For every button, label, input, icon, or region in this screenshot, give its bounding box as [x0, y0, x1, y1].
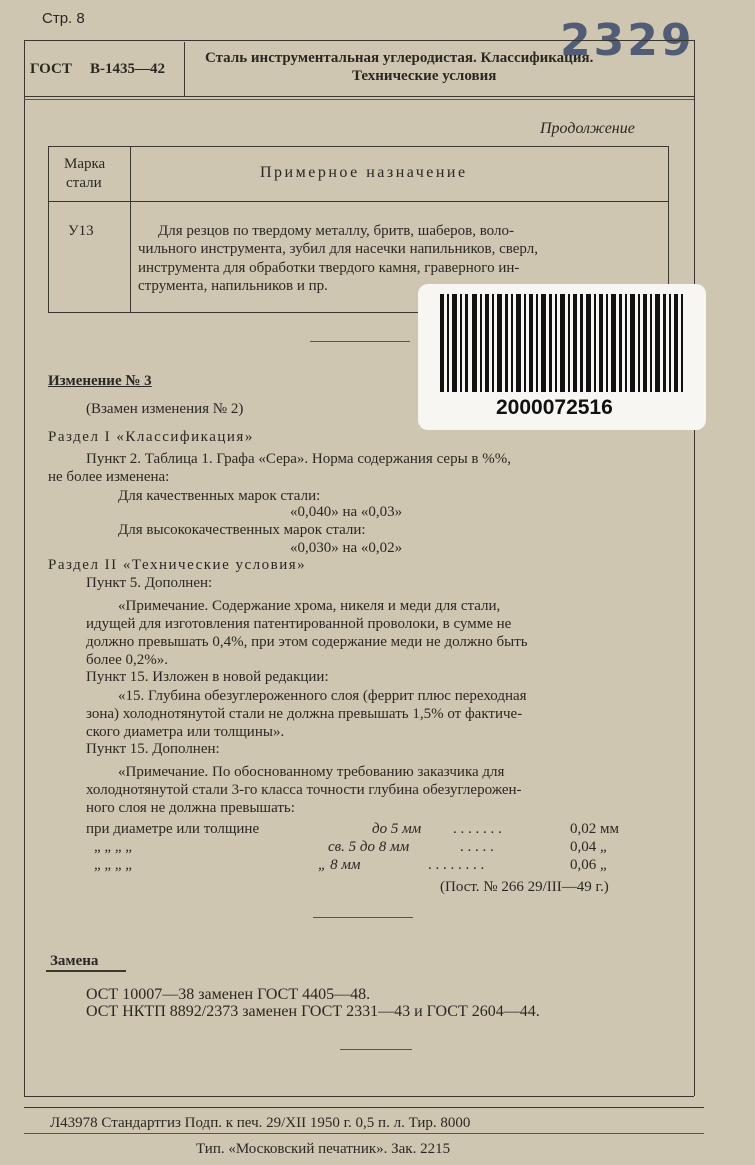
quality-label: Для качественных марок стали: — [118, 488, 321, 504]
table-col1-header-line2: стали — [66, 175, 102, 191]
inventory-stamp: 2329 — [560, 15, 695, 66]
change-title: Изменение № 3 — [48, 373, 152, 389]
depth-row-2-dots: . . . . . — [460, 839, 494, 855]
section2-title: Раздел II «Технические условия» — [48, 557, 307, 573]
depth-row-3-range: „ 8 мм — [318, 857, 361, 873]
p15-line2: зона) холоднотянутой стали не должна превышать 1,5% от фактиче- — [86, 706, 523, 722]
decree-line: (Пост. № 266 29/III—49 г.) — [440, 879, 609, 895]
note1-line1: «Примечание. Содержание хрома, никеля и меди для стали, — [118, 598, 501, 614]
change-replaces: (Взамен изменения № 2) — [86, 401, 244, 417]
table-row-text-2: чильного инструмента, зубил для насечки напильников, сверл, — [138, 241, 538, 257]
header-title-line1: Сталь инструментальная углеродистая. Классификация. — [205, 50, 594, 66]
barcode-sticker — [418, 284, 706, 430]
table-row-text-4: струмента, напильников и пр. — [138, 278, 328, 294]
header-code: ГОСТ — [30, 61, 72, 77]
header-divider — [184, 42, 185, 96]
replacement-title: Замена — [50, 953, 99, 969]
p15-title: Пункт 15. Изложен в новой редакции: — [86, 669, 329, 685]
continuation-label: Продолжение — [540, 120, 635, 137]
high-quality-change: «0,030» на «0,02» — [290, 540, 403, 556]
replacement-line2: ОСТ НКТП 8892/2373 заменен ГОСТ 2331—43 и ГОСТ 2604—44. — [86, 1003, 540, 1020]
table-col-divider — [130, 146, 131, 312]
replacement-title-underline — [46, 970, 126, 972]
table-row-text-1: Для резцов по твердому металлу, бритв, шаберов, воло- — [158, 223, 514, 239]
note1-line3: должно превышать 0,4%, при этом содержание меди не должно быть — [86, 634, 528, 650]
depth-row-1-range: до 5 мм — [372, 821, 422, 837]
p15-line1: «15. Глубина обезуглероженного слоя (феррит плюс переходная — [118, 688, 527, 704]
note2-line1: «Примечание. По обоснованному требованию заказчика для — [118, 764, 505, 780]
header-secondary-rule — [24, 99, 694, 100]
table-col2-header: Примерное назначение — [260, 164, 468, 181]
header-bottom-rule — [24, 96, 694, 97]
note1-line2: идущей для изготовления патентированной проволоки, в сумме не — [86, 616, 512, 632]
p15-add-title: Пункт 15. Дополнен: — [86, 741, 220, 757]
separator-2 — [313, 917, 413, 918]
header-title-line2: Технические условия — [352, 68, 497, 84]
header-number: В-1435—42 — [90, 61, 165, 77]
p2-line1: Пункт 2. Таблица 1. Графа «Сера». Норма содержания серы в %%, — [86, 451, 511, 467]
barcode-number: 2000072516 — [496, 396, 613, 419]
depth-row-3-value: 0,06 „ — [570, 857, 607, 873]
footer-rule-3 — [24, 1133, 704, 1134]
frame-left — [24, 40, 25, 1096]
depth-row-3-label: „ „ „ „ — [94, 857, 132, 873]
depth-row-1-dots: . . . . . . . — [453, 821, 502, 837]
separator-1 — [310, 341, 410, 342]
note2-line2: холоднотянутой стали 3-го класса точности глубина обезуглерожен- — [86, 782, 522, 798]
footer-line1: Л43978 Стандартгиз Подп. к печ. 29/XII 1950 г. 0,5 п. л. Тир. 8000 — [50, 1115, 471, 1131]
depth-row-2-value: 0,04 „ — [570, 839, 607, 855]
p15-line3: ского диаметра или толщины». — [86, 724, 285, 740]
depth-row-1-label: при диаметре или толщине — [86, 821, 260, 837]
footer-rule-2 — [24, 1107, 704, 1108]
table-header-rule — [48, 201, 668, 202]
depth-row-2-label: „ „ „ „ — [94, 839, 132, 855]
table-col1-header-line1: Марка — [64, 156, 106, 172]
frame-right — [694, 40, 695, 1096]
quality-change: «0,040» на «0,03» — [290, 504, 403, 520]
note1-line4: более 0,2%». — [86, 652, 168, 668]
separator-3 — [340, 1049, 412, 1050]
depth-row-1-value: 0,02 мм — [570, 821, 619, 837]
p5-title: Пункт 5. Дополнен: — [86, 575, 213, 591]
section1-title: Раздел I «Классификация» — [48, 429, 254, 445]
depth-row-3-dots: . . . . . . . . — [428, 857, 485, 873]
table-row-text-3: инструмента для обработки твердого камня, граверного ин- — [138, 260, 520, 276]
high-quality-label: Для высококачественных марок стали: — [118, 522, 366, 538]
header-top-rule — [24, 40, 694, 41]
page-label: Стр. 8 — [42, 10, 85, 27]
replacement-line1: ОСТ 10007—38 заменен ГОСТ 4405—48. — [86, 986, 371, 1003]
table-left-border — [48, 146, 49, 312]
note2-line3: ного слоя не должна превышать: — [86, 800, 295, 816]
footer-line2: Тип. «Московский печатник». Зак. 2215 — [196, 1141, 451, 1157]
depth-row-2-range: св. 5 до 8 мм — [328, 839, 410, 855]
p2-line2: не более изменена: — [48, 469, 170, 485]
footer-top-rule — [24, 1096, 694, 1097]
table-top-rule — [48, 146, 668, 147]
table-row-grade: У13 — [68, 223, 94, 239]
